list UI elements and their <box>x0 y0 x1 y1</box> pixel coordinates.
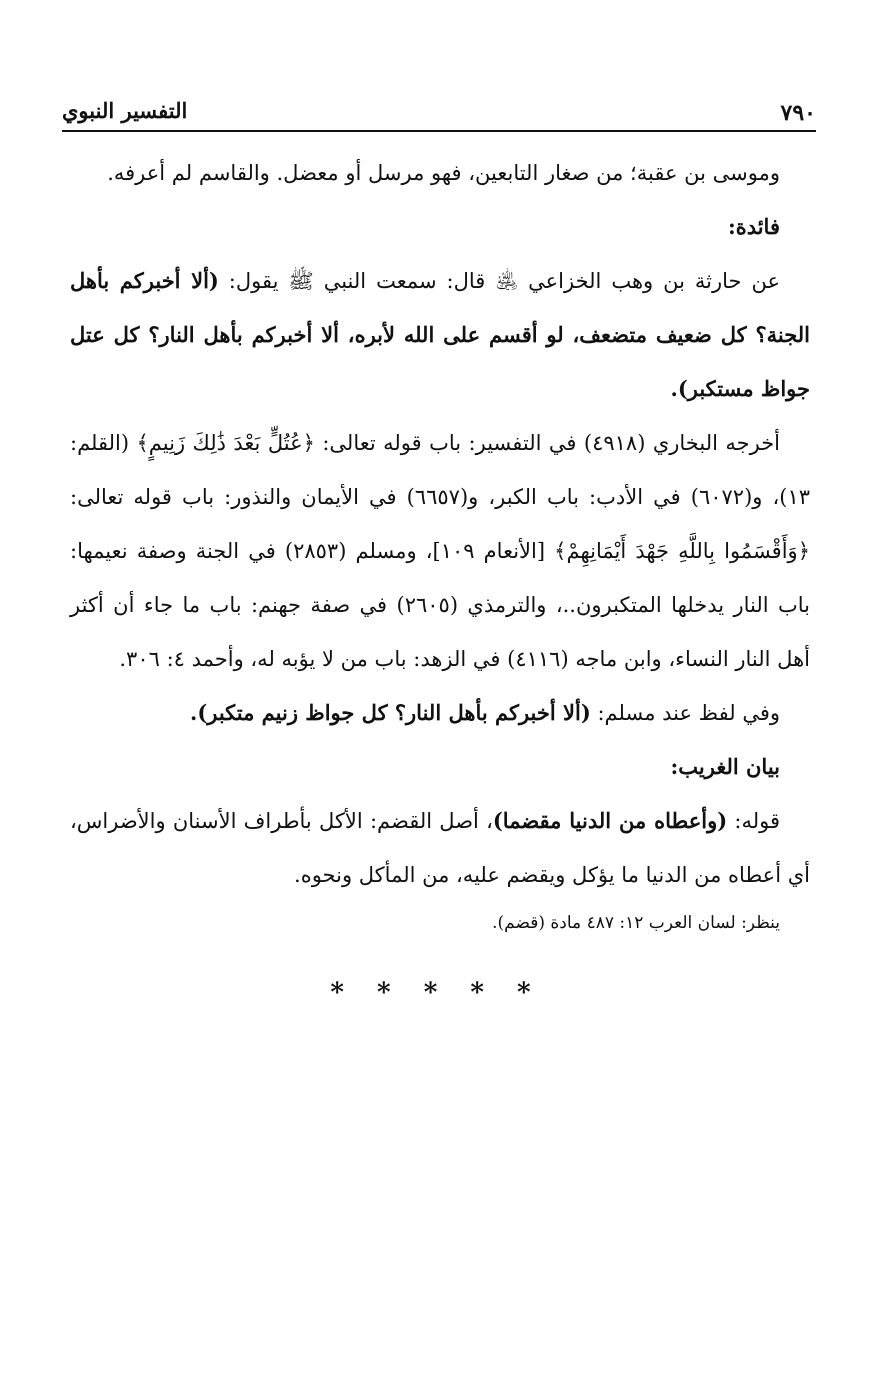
qawluhu-label: قوله: <box>727 809 780 833</box>
page-number: ٧٩٠ <box>780 100 816 126</box>
faida-heading: فائدة: <box>727 214 780 239</box>
muslim-intro: وفي لفظ عند مسلم: <box>590 701 780 725</box>
paragraph-musa-bin-uqba: وموسى بن عقبة؛ من صغار التابعين، فهو مرسل أو معضل. والقاسم لم أعرفه. <box>107 161 780 185</box>
hadith-text: (ألا أخبركم بأهل الجنة؟ كل ضعيف متضعف، لو أقسم على الله لأبره، ألا أخبركم بأهل النار؟ كل عتل جواظ مستكبر). <box>70 268 810 401</box>
page-body <box>70 146 810 940</box>
hadith-intro: عن حارثة بن وهب الخزاعي ﵁ قال: سمعت النبي ﷺ يقول: <box>218 269 780 293</box>
paragraph-qadm-explanation <box>70 794 810 902</box>
muslim-hadith-text: (ألا أخبركم بأهل النار؟ كل جواظ زنيم متكبر). <box>190 700 591 725</box>
section-end-stars: * * * * * <box>330 978 543 1008</box>
qadm-quote: (وأعطاه من الدنيا مقضما) <box>492 808 728 833</box>
paragraph-haritha-hadith <box>70 254 810 416</box>
running-title: التفسير النبوي <box>62 98 188 123</box>
paragraph-takhrij: أخرجه البخاري (٤٩١٨) في التفسير: باب قوله تعالى: ﴿عُتُلٍّ بَعْدَ ذَٰلِكَ زَنِيمٍ﴾ (القلم: ١٣)، و(٦٠٧٢) في الأدب: باب الكبر، و(٦٦٥٧) في الأيمان والنذور: باب قوله تعالى: ﴿وَأَقْسَمُوا بِاللَّهِ جَهْدَ أَيْمَانِهِمْ﴾ [الأنعام ١٠٩]، ومسلم (٢٨٥٣) في الجنة وصفة نعيمها: باب النار يدخلها المتكبرون..، والترمذي (٢٦٠٥) في صفة جهنم: باب ما جاء أن أكثر أهل النار النساء، وابن ماجه (٤١١٦) في الزهد: باب من لا يؤبه له، وأحمد ٤: ٣٠٦. <box>70 431 811 671</box>
page-header <box>62 96 816 132</box>
reference-lisan-al-arab: ينظر: لسان العرب ١٢: ٤٨٧ مادة (قضم). <box>492 913 780 933</box>
gharib-heading: بيان الغريب: <box>670 754 780 779</box>
qadm-explanation: ، أصل القضم: الأكل بأطراف الأسنان والأضراس، أي أعطاه من الدنيا ما يؤكل ويقضم عليه، من المأكل ونحوه. <box>70 809 810 887</box>
paragraph-muslim-wording <box>70 686 810 740</box>
